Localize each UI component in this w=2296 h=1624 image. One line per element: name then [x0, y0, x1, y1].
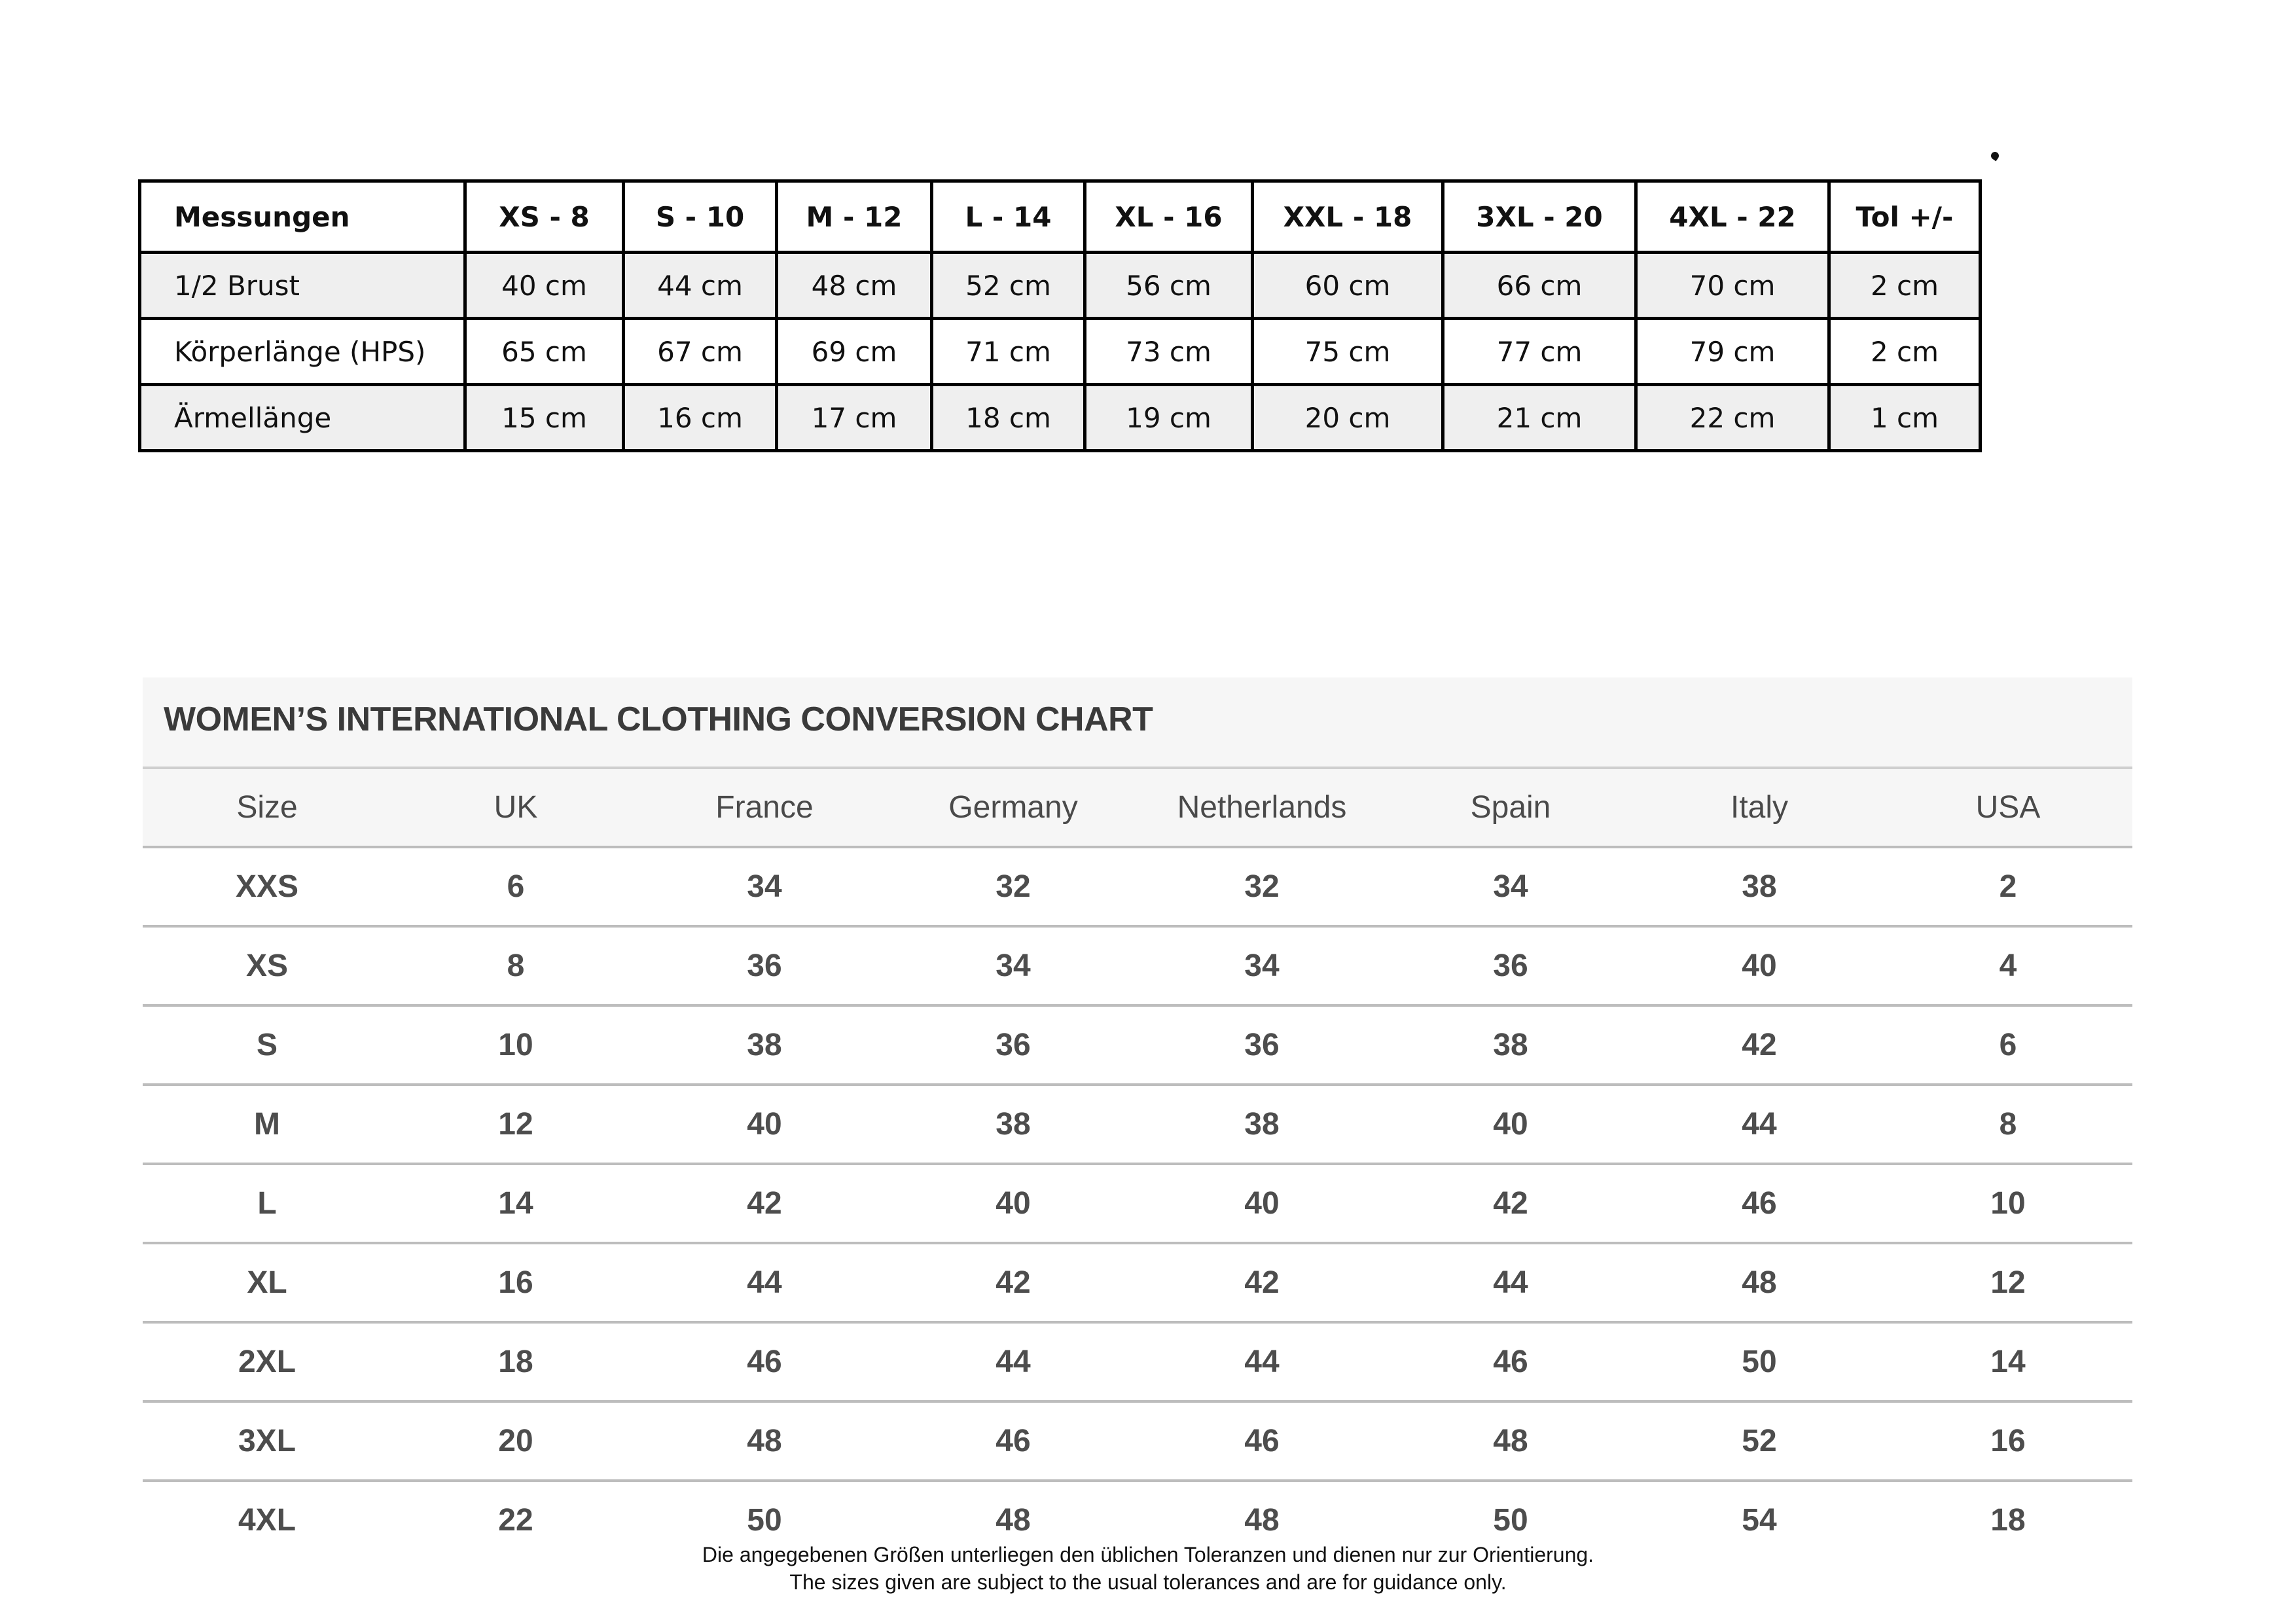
measurement-cell: 75 cm — [1253, 319, 1443, 385]
measurements-section — [138, 179, 1979, 452]
conversion-row — [143, 926, 2132, 1005]
conversion-cell: 36 — [1138, 1005, 1386, 1085]
footnote-english: The sizes given are subject to the usual tolerances and are for guidance only. — [789, 1570, 1507, 1594]
measurement-cell: 70 cm — [1636, 253, 1829, 319]
conversion-cell: 22 — [391, 1481, 640, 1559]
conversion-cell: 36 — [640, 926, 889, 1005]
measurement-cell: 44 cm — [624, 253, 777, 319]
conversion-cell: 42 — [1138, 1243, 1386, 1322]
conversion-cell: S — [143, 1005, 391, 1085]
conversion-cell: 40 — [1386, 1085, 1635, 1164]
conversion-cell: 2 — [1884, 847, 2132, 926]
measurements-header-row — [140, 181, 1981, 253]
conversion-cell: 40 — [640, 1085, 889, 1164]
conversion-cell: 42 — [640, 1164, 889, 1243]
measurements-header-cell: XS - 8 — [465, 181, 624, 253]
measurement-cell: 52 cm — [932, 253, 1085, 319]
conversion-cell: 48 — [1386, 1401, 1635, 1481]
measurements-header-cell: XL - 16 — [1085, 181, 1253, 253]
conversion-header-cell: Size — [143, 769, 391, 847]
measurement-cell: 2 cm — [1829, 319, 1981, 385]
conversion-cell: XL — [143, 1243, 391, 1322]
conversion-cell: 38 — [1635, 847, 1884, 926]
conversion-row — [143, 1401, 2132, 1481]
conversion-cell: 38 — [1138, 1085, 1386, 1164]
conversion-cell: 34 — [1138, 926, 1386, 1005]
conversion-cell: 48 — [889, 1481, 1138, 1559]
conversion-cell: 50 — [640, 1481, 889, 1559]
measurement-cell: 66 cm — [1443, 253, 1636, 319]
conversion-cell: 40 — [1138, 1164, 1386, 1243]
measurement-cell: 48 cm — [777, 253, 932, 319]
conversion-cell: M — [143, 1085, 391, 1164]
conversion-cell: 44 — [1386, 1243, 1635, 1322]
measurement-cell: 60 cm — [1253, 253, 1443, 319]
conversion-cell: 38 — [1386, 1005, 1635, 1085]
decorative-tick-mark — [1990, 151, 2001, 162]
measurement-cell: 16 cm — [624, 385, 777, 451]
measurements-header-cell: XXL - 18 — [1253, 181, 1443, 253]
conversion-row — [143, 1085, 2132, 1164]
conversion-cell: 38 — [889, 1085, 1138, 1164]
measurement-cell: 73 cm — [1085, 319, 1253, 385]
measurement-cell: 40 cm — [465, 253, 624, 319]
conversion-header-cell: USA — [1884, 769, 2132, 847]
conversion-cell: 8 — [391, 926, 640, 1005]
measurements-header-cell: S - 10 — [624, 181, 777, 253]
conversion-cell: XS — [143, 926, 391, 1005]
conversion-header-cell: Netherlands — [1138, 769, 1386, 847]
measurements-table — [138, 179, 1982, 452]
conversion-cell: 40 — [889, 1164, 1138, 1243]
conversion-cell: 46 — [1386, 1322, 1635, 1401]
conversion-cell: 8 — [1884, 1085, 2132, 1164]
measurement-cell: 67 cm — [624, 319, 777, 385]
conversion-cell: 16 — [1884, 1401, 2132, 1481]
measurements-row — [140, 253, 1981, 319]
conversion-cell: 48 — [1138, 1481, 1386, 1559]
conversion-cell: 46 — [1635, 1164, 1884, 1243]
conversion-cell: 4 — [1884, 926, 2132, 1005]
conversion-cell: 44 — [889, 1322, 1138, 1401]
conversion-cell: 46 — [889, 1401, 1138, 1481]
conversion-cell: 20 — [391, 1401, 640, 1481]
conversion-cell: 32 — [1138, 847, 1386, 926]
measurement-cell: 56 cm — [1085, 253, 1253, 319]
conversion-row — [143, 847, 2132, 926]
conversion-row — [143, 1164, 2132, 1243]
conversion-cell: L — [143, 1164, 391, 1243]
footnote — [0, 1541, 2296, 1596]
measurements-header-cell: 4XL - 22 — [1636, 181, 1829, 253]
measurements-header-cell: L - 14 — [932, 181, 1085, 253]
measurement-cell: 77 cm — [1443, 319, 1636, 385]
conversion-cell: 10 — [391, 1005, 640, 1085]
conversion-cell: 44 — [1138, 1322, 1386, 1401]
conversion-cell: XXS — [143, 847, 391, 926]
conversion-chart-title: WOMEN’S INTERNATIONAL CLOTHING CONVERSION CHART — [164, 700, 1153, 738]
conversion-table — [143, 769, 2132, 1559]
conversion-cell: 40 — [1635, 926, 1884, 1005]
measurements-header-cell: M - 12 — [777, 181, 932, 253]
conversion-row — [143, 1243, 2132, 1322]
conversion-cell: 42 — [1386, 1164, 1635, 1243]
conversion-cell: 12 — [1884, 1243, 2132, 1322]
conversion-cell: 18 — [1884, 1481, 2132, 1559]
conversion-cell: 34 — [1386, 847, 1635, 926]
conversion-header-cell: UK — [391, 769, 640, 847]
measurement-cell: 65 cm — [465, 319, 624, 385]
conversion-cell: 48 — [1635, 1243, 1884, 1322]
measurement-cell: 2 cm — [1829, 253, 1981, 319]
measurement-cell: 21 cm — [1443, 385, 1636, 451]
measurement-cell: 79 cm — [1636, 319, 1829, 385]
measurement-label: Körperlänge (HPS) — [140, 319, 465, 385]
measurements-row — [140, 385, 1981, 451]
conversion-cell: 50 — [1386, 1481, 1635, 1559]
conversion-title-bar — [143, 677, 2132, 769]
conversion-cell: 36 — [1386, 926, 1635, 1005]
conversion-cell: 46 — [1138, 1401, 1386, 1481]
conversion-cell: 14 — [1884, 1322, 2132, 1401]
conversion-cell: 10 — [1884, 1164, 2132, 1243]
measurement-cell: 19 cm — [1085, 385, 1253, 451]
conversion-cell: 6 — [391, 847, 640, 926]
conversion-cell: 34 — [889, 926, 1138, 1005]
measurement-cell: 17 cm — [777, 385, 932, 451]
conversion-row — [143, 1322, 2132, 1401]
measurement-cell: 71 cm — [932, 319, 1085, 385]
conversion-cell: 2XL — [143, 1322, 391, 1401]
measurement-cell: 20 cm — [1253, 385, 1443, 451]
conversion-row — [143, 1005, 2132, 1085]
conversion-cell: 48 — [640, 1401, 889, 1481]
footnote-german: Die angegebenen Größen unterliegen den üblichen Toleranzen und dienen nur zur Orientierung. — [702, 1543, 1594, 1566]
conversion-cell: 54 — [1635, 1481, 1884, 1559]
conversion-cell: 6 — [1884, 1005, 2132, 1085]
measurements-header-cell: 3XL - 20 — [1443, 181, 1636, 253]
conversion-cell: 38 — [640, 1005, 889, 1085]
measurements-row — [140, 319, 1981, 385]
conversion-header-row — [143, 769, 2132, 847]
conversion-cell: 34 — [640, 847, 889, 926]
measurements-header-cell: Tol +/- — [1829, 181, 1981, 253]
conversion-cell: 32 — [889, 847, 1138, 926]
measurement-label: 1/2 Brust — [140, 253, 465, 319]
conversion-cell: 16 — [391, 1243, 640, 1322]
conversion-header-cell: Italy — [1635, 769, 1884, 847]
conversion-cell: 3XL — [143, 1401, 391, 1481]
measurement-label: Ärmellänge — [140, 385, 465, 451]
conversion-header-cell: Spain — [1386, 769, 1635, 847]
conversion-cell: 36 — [889, 1005, 1138, 1085]
measurement-cell: 1 cm — [1829, 385, 1981, 451]
measurement-cell: 18 cm — [932, 385, 1085, 451]
measurement-cell: 22 cm — [1636, 385, 1829, 451]
conversion-cell: 46 — [640, 1322, 889, 1401]
conversion-cell: 44 — [1635, 1085, 1884, 1164]
conversion-chart-section — [143, 677, 2132, 1559]
conversion-header-cell: Germany — [889, 769, 1138, 847]
conversion-cell: 52 — [1635, 1401, 1884, 1481]
conversion-cell: 18 — [391, 1322, 640, 1401]
conversion-cell: 14 — [391, 1164, 640, 1243]
conversion-cell: 42 — [889, 1243, 1138, 1322]
conversion-cell: 50 — [1635, 1322, 1884, 1401]
conversion-cell: 4XL — [143, 1481, 391, 1559]
conversion-cell: 44 — [640, 1243, 889, 1322]
measurements-header-cell: Messungen — [140, 181, 465, 253]
measurement-cell: 69 cm — [777, 319, 932, 385]
conversion-cell: 12 — [391, 1085, 640, 1164]
conversion-header-cell: France — [640, 769, 889, 847]
measurement-cell: 15 cm — [465, 385, 624, 451]
conversion-cell: 42 — [1635, 1005, 1884, 1085]
